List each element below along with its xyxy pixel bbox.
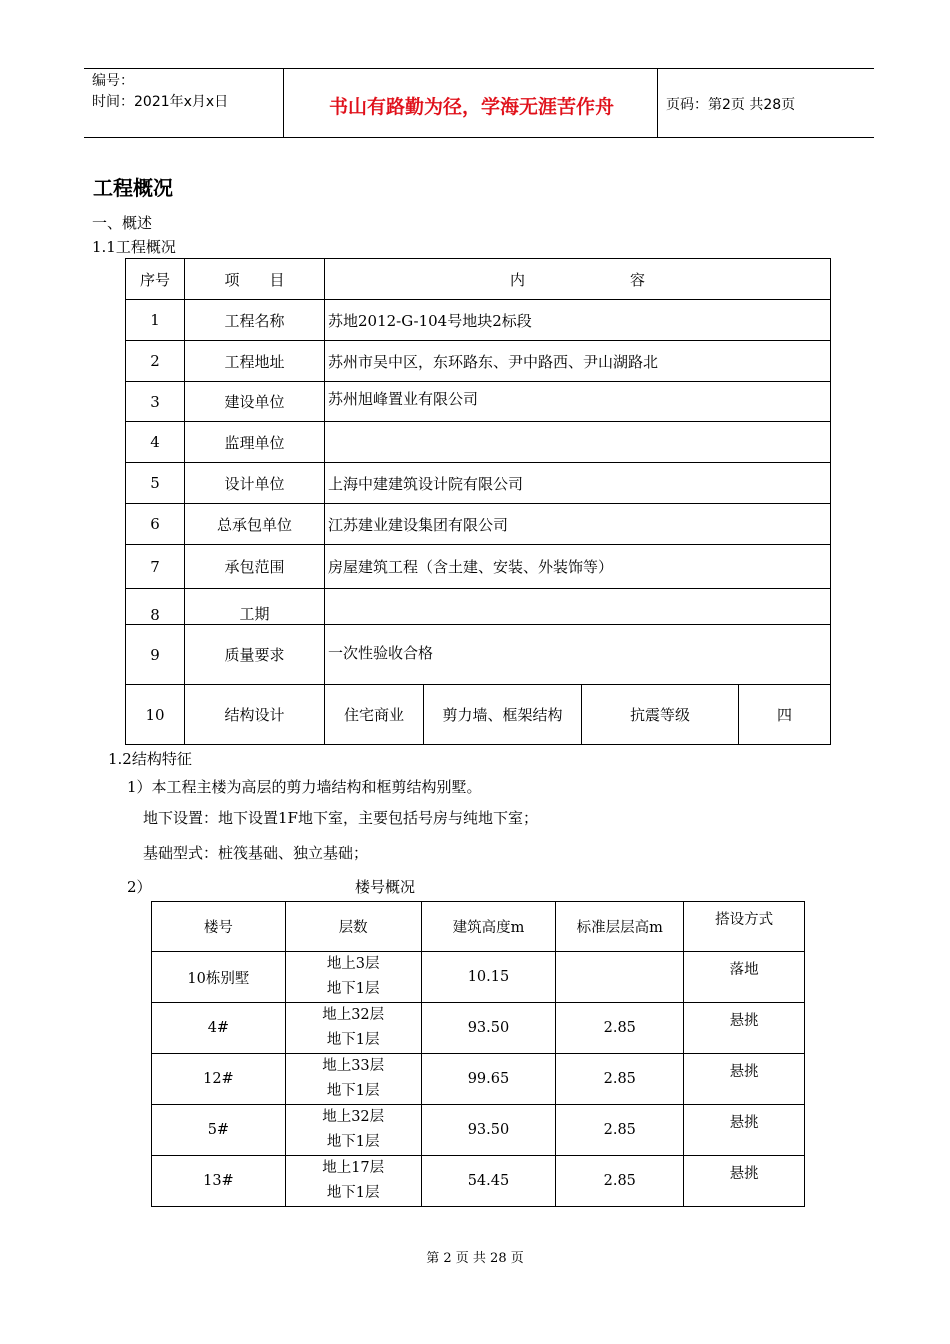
- table-cell: 2.85: [556, 1156, 684, 1207]
- table-cell: 93.50: [421, 1003, 556, 1054]
- table-cell: 6: [126, 504, 185, 545]
- floors-below: 地下1层: [326, 1134, 380, 1150]
- table-caption: 楼号概况: [355, 878, 416, 896]
- paragraph-number: 2）: [127, 878, 152, 896]
- table-cell: 悬挑: [684, 1105, 805, 1156]
- table-row: [126, 685, 831, 745]
- table-cell: 9: [126, 625, 185, 685]
- table-cell: 一次性验收合格: [325, 625, 831, 685]
- table-row: [126, 422, 831, 463]
- table-cell: 苏州市吴中区，东环路东、尹中路西、尹山湖路北: [325, 341, 831, 382]
- table-cell: [285, 1003, 421, 1054]
- subsection-heading: 1.2结构特征: [108, 750, 192, 768]
- floors-above: 地上32层: [322, 1109, 385, 1125]
- table-row: [126, 463, 831, 504]
- table-cell: [285, 952, 421, 1003]
- paragraph: 1）本工程主楼为高层的剪力墙结构和框剪结构别墅。: [127, 778, 482, 796]
- subsection-heading: 1.1工程概况: [92, 238, 176, 256]
- table-cell: 苏地2012-G-104号地块2标段: [325, 300, 831, 341]
- header-meta: [92, 71, 228, 113]
- header-number: 编号：: [92, 73, 134, 89]
- table-header-cell: 层数: [285, 902, 421, 952]
- table-header-cell: 楼号: [152, 902, 286, 952]
- table-cell: [325, 422, 831, 463]
- table-cell: 悬挑: [684, 1156, 805, 1207]
- table-cell: 上海中建建筑设计院有限公司: [325, 463, 831, 504]
- table-cell: 苏州旭峰置业有限公司: [325, 382, 831, 422]
- table-row: [152, 1156, 805, 1207]
- table-row: [152, 1054, 805, 1105]
- page-footer: 第 2 页 共 28 页: [426, 1251, 524, 1266]
- table-row: [126, 589, 831, 625]
- table-cell: 监理单位: [185, 422, 325, 463]
- document-title: 工程概况: [93, 176, 173, 200]
- table-cell: [556, 952, 684, 1003]
- table-cell: [285, 1054, 421, 1105]
- table-cell: 房屋建筑工程（含土建、安装、外装饰等）: [325, 545, 831, 589]
- table-cell: 4: [126, 422, 185, 463]
- floors-above: 地上17层: [322, 1160, 385, 1176]
- floors-below: 地下1层: [326, 981, 380, 997]
- table-cell: 12#: [152, 1054, 286, 1105]
- table-cell: 质量要求: [185, 625, 325, 685]
- paragraph: 基础型式：桩筏基础、独立基础；: [143, 844, 369, 862]
- table-cell: 承包范围: [185, 545, 325, 589]
- table-cell: 总承包单位: [185, 504, 325, 545]
- header-time: 时间：2021年x月x日: [92, 94, 229, 110]
- table-cell: 93.50: [421, 1105, 556, 1156]
- table-row: [126, 504, 831, 545]
- table-cell: 2.85: [556, 1054, 684, 1105]
- table-row: [152, 1003, 805, 1054]
- table-cell: 2.85: [556, 1105, 684, 1156]
- floors-above: 地上33层: [322, 1058, 385, 1074]
- table-cell: 2: [126, 341, 185, 382]
- table-cell: 建设单位: [185, 382, 325, 422]
- floors-below: 地下1层: [326, 1185, 380, 1201]
- table-cell: [325, 589, 831, 625]
- table-cell: [285, 1156, 421, 1207]
- header-motto: 书山有路勤为径，学海无涯苦作舟: [328, 96, 614, 118]
- table-row: [126, 300, 831, 341]
- table-cell: 10.15: [421, 952, 556, 1003]
- section-heading: 一、概述: [92, 214, 153, 232]
- table-cell: 结构设计: [185, 685, 325, 745]
- floors-below: 地下1层: [326, 1083, 380, 1099]
- table-row: [126, 341, 831, 382]
- table-cell: 5#: [152, 1105, 286, 1156]
- project-overview-table: [125, 258, 831, 745]
- table-cell: 99.65: [421, 1054, 556, 1105]
- table-cell: 3: [126, 382, 185, 422]
- paragraph: 地下设置：地下设置1F地下室，主要包括号房与纯地下室；: [143, 809, 538, 827]
- table-cell: 剪力墙、框架结构: [424, 685, 582, 745]
- floors-above: 地上32层: [322, 1007, 385, 1023]
- table-row: [126, 545, 831, 589]
- page-header: [84, 68, 874, 138]
- table-cell: 10栋别墅: [152, 952, 286, 1003]
- table-cell: 工期: [185, 589, 325, 625]
- table-cell: 工程地址: [185, 341, 325, 382]
- table-cell: 悬挑: [684, 1003, 805, 1054]
- table-header-cell: 建筑高度m: [421, 902, 556, 952]
- table-header-cell: 标准层层高m: [556, 902, 684, 952]
- table-cell: 7: [126, 545, 185, 589]
- table-cell: 抗震等级: [582, 685, 739, 745]
- table-cell: 江苏建业建设集团有限公司: [325, 504, 831, 545]
- table-cell: 10: [126, 685, 185, 745]
- table-header-cell: 序号: [126, 259, 185, 300]
- table-header-cell: 搭设方式: [684, 902, 805, 952]
- table-cell: 工程名称: [185, 300, 325, 341]
- table-cell: 2.85: [556, 1003, 684, 1054]
- table-header-cell: 内 容: [325, 259, 831, 300]
- table-cell: 悬挑: [684, 1054, 805, 1105]
- table-cell: [285, 1105, 421, 1156]
- table-cell: 54.45: [421, 1156, 556, 1207]
- floors-below: 地下1层: [326, 1032, 380, 1048]
- table-cell: 5: [126, 463, 185, 504]
- building-overview-table: [151, 901, 805, 1207]
- table-cell: 住宅商业: [325, 685, 424, 745]
- floors-above: 地上3层: [326, 956, 380, 972]
- table-cell: 1: [126, 300, 185, 341]
- table-cell: 8: [126, 589, 185, 625]
- table-cell: 13#: [152, 1156, 286, 1207]
- table-row: [126, 382, 831, 422]
- table-cell: 设计单位: [185, 463, 325, 504]
- table-header-cell: 项 目: [185, 259, 325, 300]
- table-cell: 4#: [152, 1003, 286, 1054]
- table-row: [152, 1105, 805, 1156]
- table-row: [126, 625, 831, 685]
- table-cell: 落地: [684, 952, 805, 1003]
- table-cell: 四: [739, 685, 831, 745]
- header-page-info: 页码：第2页 共28页: [666, 97, 796, 113]
- table-row: [152, 952, 805, 1003]
- table-header-row: [126, 259, 831, 300]
- table-header-row: [152, 902, 805, 952]
